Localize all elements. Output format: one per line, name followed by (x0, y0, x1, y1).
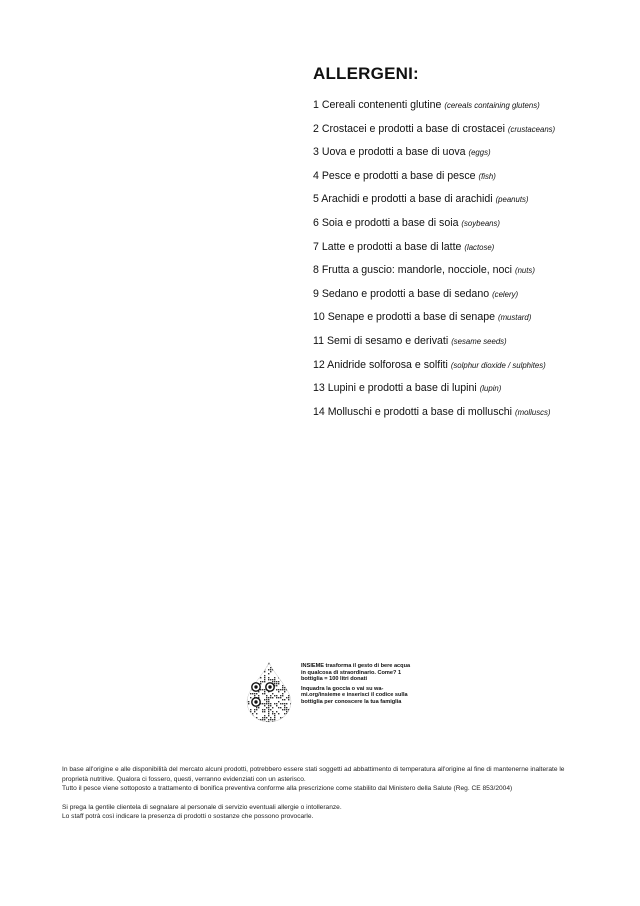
allergen-section (313, 64, 633, 428)
allergen-name: 12 Anidride solforosa e solfiti (313, 358, 448, 371)
allergen-name: 6 Soia e prodotti a base di soia (313, 216, 459, 229)
allergen-name: 14 Molluschi e prodotti a base di molluschi (313, 405, 513, 418)
footer-note-allergies: Si prega la gentile clientela di segnalare al personale di servizio eventuali allergie o intolleranze. (62, 803, 342, 811)
allergen-english: (peanuts) (495, 195, 529, 205)
allergen-item (313, 263, 633, 287)
allergen-item (313, 381, 633, 405)
allergen-name: 9 Sedano e prodotti a base di sedano (313, 287, 490, 300)
allergen-name: 3 Uova e prodotti a base di uova (313, 146, 466, 159)
allergen-english: (soybeans) (461, 218, 500, 228)
allergen-item (313, 358, 633, 382)
allergen-item (313, 169, 633, 193)
allergen-item (313, 240, 633, 264)
footer-notes (62, 765, 582, 822)
footer-note-origin: In base all'origine e alle disponibilità del mercato alcuni prodotti, potrebbero essere stati soggetti ad abbattimento di temperatura all'origine al fine di mantenerne inalterate le proprietà nutritive. Qualora ci fossero, questi, verranno evidenziati con un asterisco. (62, 766, 565, 783)
allergen-name: 13 Lupini e prodotti a base di lupini (313, 382, 477, 395)
footer-note-fish: Tutto il pesce viene sottoposto a trattamento di bonifica preventiva conforme alla prescrizione come stabilito dal Ministero della Salute (Reg. CE 853/2004) (62, 785, 513, 793)
allergen-english: (eggs) (468, 148, 491, 158)
insieme-text-2: Inquadra la goccia o vai su wa-mi.org/insieme e inserisci il codice sulla bottiglia per conoscere la tua famiglia (301, 685, 408, 705)
allergen-english: (nuts) (514, 266, 535, 276)
insieme-promo (244, 661, 414, 725)
allergen-item (313, 216, 633, 240)
allergen-item (313, 122, 633, 146)
allergen-name: 2 Crostacei e prodotti a base di crostacei (313, 122, 505, 135)
allergen-name: 8 Frutta a guscio: mandorle, nocciole, noci (313, 264, 513, 277)
allergen-name: 4 Pesce e prodotti a base di pesce (313, 169, 476, 182)
allergen-item (313, 192, 633, 216)
allergen-list (313, 98, 633, 428)
allergen-english: (crustaceans) (507, 124, 556, 134)
insieme-text (301, 663, 416, 708)
allergen-english: (lupin) (479, 384, 502, 394)
allergen-item (313, 334, 633, 358)
allergen-title: ALLERGENI: (313, 64, 419, 83)
allergen-english: (molluscs) (514, 407, 551, 417)
allergen-name: 5 Arachidi e prodotti a base di arachidi (313, 193, 493, 206)
allergen-name: 10 Senape e prodotti a base di senape (313, 311, 496, 324)
allergen-item (313, 287, 633, 311)
allergen-english: (lactose) (464, 242, 495, 252)
qr-drop-icon (244, 661, 294, 723)
allergen-item (313, 98, 633, 122)
allergen-item (313, 145, 633, 169)
allergen-english: (fish) (478, 171, 496, 181)
allergen-english: (solphur dioxide / sulphites) (450, 360, 546, 370)
allergen-english: (cereals containing glutens) (444, 101, 540, 110)
footer-note-staff: Lo staff potrà così indicare la presenza di prodotti o sostanze che possono provocarle. (62, 813, 314, 821)
allergen-english: (sesame seeds) (451, 336, 507, 346)
insieme-text-1: INSIEME trasforma il gesto di bere acqua in qualcosa di straordinario. Come? 1 bottiglia = 100 litri donati (301, 663, 411, 682)
allergen-english: (celery) (492, 289, 519, 299)
allergen-item (313, 405, 633, 429)
allergen-item (313, 310, 633, 334)
allergen-name: 11 Semi di sesamo e derivati (313, 334, 449, 347)
allergen-english: (mustard) (497, 313, 532, 323)
allergen-name: 1 Cereali contenenti glutine (313, 99, 442, 111)
allergen-name: 7 Latte e prodotti a base di latte (313, 240, 462, 253)
